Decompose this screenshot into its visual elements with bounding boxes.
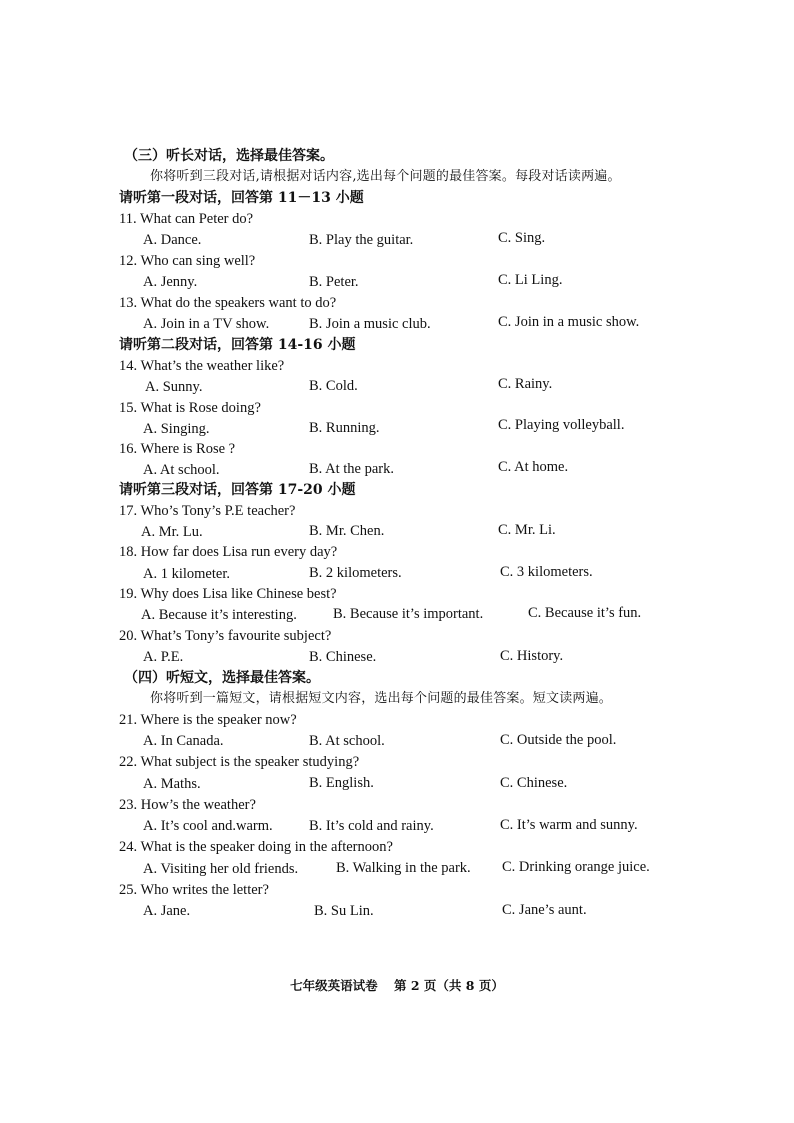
q19-option-b: B. Because it’s important.	[333, 606, 484, 622]
q12-option-b: B. Peter.	[309, 274, 359, 290]
q14-option-b: B. Cold.	[309, 378, 358, 394]
q24-option-a: A. Visiting her old friends.	[143, 861, 299, 877]
q18-option-c: C. 3 kilometers.	[500, 564, 593, 580]
section3-dialogue3-heading: 请听第三段对话，回答第 17-20 小题	[119, 482, 356, 498]
q17-option-c: C. Mr. Li.	[498, 522, 556, 538]
q24-option-c: C. Drinking orange juice.	[502, 859, 650, 875]
q21-option-a: A. In Canada.	[143, 733, 224, 749]
footer-page-number: 第 2 页（共 8 页）	[394, 978, 504, 993]
question-21: 21. Where is the speaker now?	[119, 712, 297, 728]
question-16: 16. Where is Rose ?	[119, 441, 236, 457]
question-20: 20. What’s Tony’s favourite subject?	[119, 628, 332, 644]
q22-option-b: B. English.	[309, 775, 374, 791]
q14-option-a: A. Sunny.	[145, 379, 203, 395]
q13-option-a: A. Join in a TV show.	[143, 316, 270, 332]
q23-option-b: B. It’s cold and rainy.	[309, 818, 434, 834]
question-14: 14. What’s the weather like?	[119, 358, 285, 374]
q19-option-c: C. Because it’s fun.	[528, 605, 642, 621]
footer-exam-name: 七年级英语试卷	[290, 978, 378, 993]
section3-dialogue2-heading: 请听第二段对话，回答第 14-16 小题	[119, 337, 356, 353]
q22-option-a: A. Maths.	[143, 776, 201, 792]
q24-option-b: B. Walking in the park.	[336, 860, 471, 876]
q25-option-b: B. Su Lin.	[314, 903, 374, 919]
q19-option-a: A. Because it’s interesting.	[141, 607, 297, 623]
q21-option-b: B. At school.	[309, 733, 385, 749]
q16-option-a: A. At school.	[143, 462, 220, 478]
page-footer	[0, 976, 794, 994]
q20-option-c: C. History.	[500, 648, 564, 664]
q11-option-b: B. Play the guitar.	[309, 232, 414, 248]
q18-option-b: B. 2 kilometers.	[309, 565, 402, 581]
q20-option-a: A. P.E.	[143, 649, 184, 665]
q11-option-c: C. Sing.	[498, 230, 546, 246]
q22-option-c: C. Chinese.	[500, 775, 568, 791]
q16-option-c: C. At home.	[498, 459, 569, 475]
q25-option-c: C. Jane’s aunt.	[502, 902, 587, 918]
section3-title: （三）听长对话，选择最佳答案。	[124, 148, 334, 164]
section4-title: （四）听短文，选择最佳答案。	[124, 670, 320, 686]
question-19: 19. Why does Lisa like Chinese best?	[119, 586, 337, 602]
q15-option-c: C. Playing volleyball.	[498, 417, 625, 433]
question-13: 13. What do the speakers want to do?	[119, 295, 337, 311]
question-18: 18. How far does Lisa run every day?	[119, 544, 338, 560]
q20-option-b: B. Chinese.	[309, 649, 377, 665]
section4-instruction: 你将听到一篇短文，请根据短文内容，选出每个问题的最佳答案。短文读两遍。	[150, 691, 613, 706]
section3-instruction: 你将听到三段对话,请根据对话内容,选出每个问题的最佳答案。每段对话读两遍。	[150, 169, 621, 184]
q25-option-a: A. Jane.	[143, 903, 191, 919]
question-25: 25. Who writes the letter?	[119, 882, 269, 898]
q17-option-a: A. Mr. Lu.	[141, 524, 203, 540]
question-12: 12. Who can sing well?	[119, 253, 256, 269]
q15-option-b: B. Running.	[309, 420, 380, 436]
q21-option-c: C. Outside the pool.	[500, 732, 617, 748]
q18-option-a: A. 1 kilometer.	[143, 566, 230, 582]
question-23: 23. How’s the weather?	[119, 797, 256, 813]
q15-option-a: A. Singing.	[143, 421, 210, 437]
question-15: 15. What is Rose doing?	[119, 400, 261, 416]
q11-option-a: A. Dance.	[143, 232, 202, 248]
q17-option-b: B. Mr. Chen.	[309, 523, 385, 539]
question-11: 11. What can Peter do?	[119, 211, 254, 227]
question-24: 24. What is the speaker doing in the afternoon?	[119, 839, 393, 855]
question-22: 22. What subject is the speaker studying?	[119, 754, 360, 770]
q23-option-c: C. It’s warm and sunny.	[500, 817, 638, 833]
q14-option-c: C. Rainy.	[498, 376, 553, 392]
q16-option-b: B. At the park.	[309, 461, 394, 477]
q23-option-a: A. It’s cool and.warm.	[143, 818, 273, 834]
q12-option-a: A. Jenny.	[143, 274, 198, 290]
section3-dialogue1-heading: 请听第一段对话，回答第 11－13 小题	[119, 190, 364, 206]
question-17: 17. Who’s Tony’s P.E teacher?	[119, 503, 296, 519]
q13-option-c: C. Join in a music show.	[498, 314, 640, 330]
q12-option-c: C. Li Ling.	[498, 272, 563, 288]
q13-option-b: B. Join a music club.	[309, 316, 431, 332]
